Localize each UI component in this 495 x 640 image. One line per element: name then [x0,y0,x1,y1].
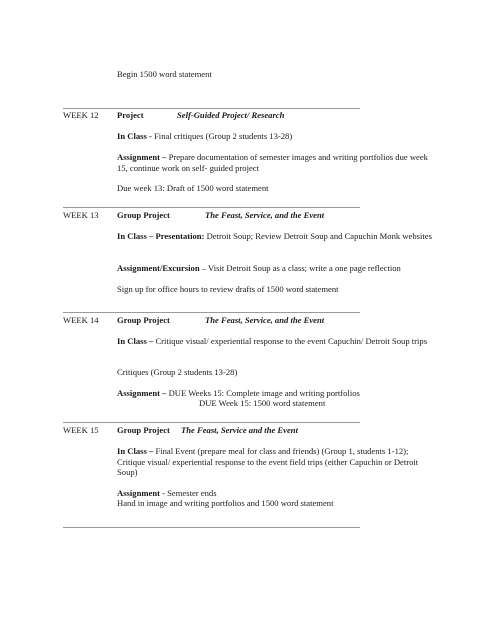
week-theme: Self-Guided Project/ Research [177,110,285,120]
paragraph-text: DUE Week 15: 1500 word statement [199,398,326,408]
paragraph [117,336,432,347]
paragraph [117,367,432,378]
divider [63,312,360,313]
week-heading [117,425,298,436]
paragraph-text: Detroit Soup; Review Detroit Soup and Capuchin Monk websites [204,231,432,241]
paragraph-label: Assignment - [117,488,165,498]
week-heading [117,315,325,326]
week-heading-title: Group Project [117,315,170,325]
week-label: WEEK 15 [63,425,99,435]
intro-line: Begin 1500 word statement [117,69,212,79]
paragraph [117,498,432,509]
week-label: WEEK 12 [63,110,99,120]
week-label: WEEK 14 [63,315,99,325]
paragraph-text: Critique visual/ experiential response to the event Capuchin/ Detroit Soup trips [153,336,428,346]
paragraph [117,183,432,194]
paragraph [117,488,432,499]
paragraph-text: Semester ends [164,488,217,498]
paragraph-text: Sign up for office hours to review drafts of 1500 word statement [117,284,339,294]
week-theme: The Feast, Service, and the Event [205,315,325,325]
divider [63,207,360,208]
paragraph [117,231,432,242]
divider [63,527,360,528]
paragraph-label: Assignment – [117,388,167,398]
paragraph [117,388,432,399]
paragraph-label: Assignment/Excursion [117,263,200,273]
paragraph-text: Final Event (prepare meal for class and friends) (Group 1, students 1-12); Critique visual/ experiential response to the event field trips (either Capuchin or Detroit Soup) [117,446,419,477]
paragraph-label: Assignment – [117,152,167,162]
paragraph-label: In Class – [117,446,154,456]
week-theme: The Feast, Service, and the Event [205,210,325,220]
week-heading-title: Group Project [117,425,170,435]
paragraph-text: Critiques (Group 2 students 13-28) [117,367,238,377]
paragraph-label: In Class – Presentation: [117,231,205,241]
paragraph-text: DUE Weeks 15: Complete image and writing portfolios [166,388,360,398]
week-theme: The Feast, Service and the Event [181,425,298,435]
divider [63,108,360,109]
paragraph [117,152,432,173]
divider [63,422,360,423]
paragraph-text: Prepare documentation of semester images and writing portfolios due week 15, continue work on self- guided project [117,152,428,173]
paragraph-label: In Class – [117,336,154,346]
week-heading [117,210,325,221]
paragraph-text: Due week 13: Draft of 1500 word statement [117,183,269,193]
paragraph-text: Final critiques (Group 2 students 13-28) [151,131,293,141]
paragraph-text: – Visit Detroit Soup as a class; write a one page reflection [199,263,401,273]
paragraph-text: Hand in image and writing portfolios and 1500 word statement [117,498,334,508]
paragraph [117,263,432,274]
paragraph [117,284,432,295]
week-heading-title: Project [117,110,144,120]
paragraph-label: In Class - [117,131,152,141]
week-heading [117,110,285,121]
paragraph [117,131,432,142]
paragraph [117,446,432,478]
week-heading-title: Group Project [117,210,170,220]
week-label: WEEK 13 [63,210,99,220]
